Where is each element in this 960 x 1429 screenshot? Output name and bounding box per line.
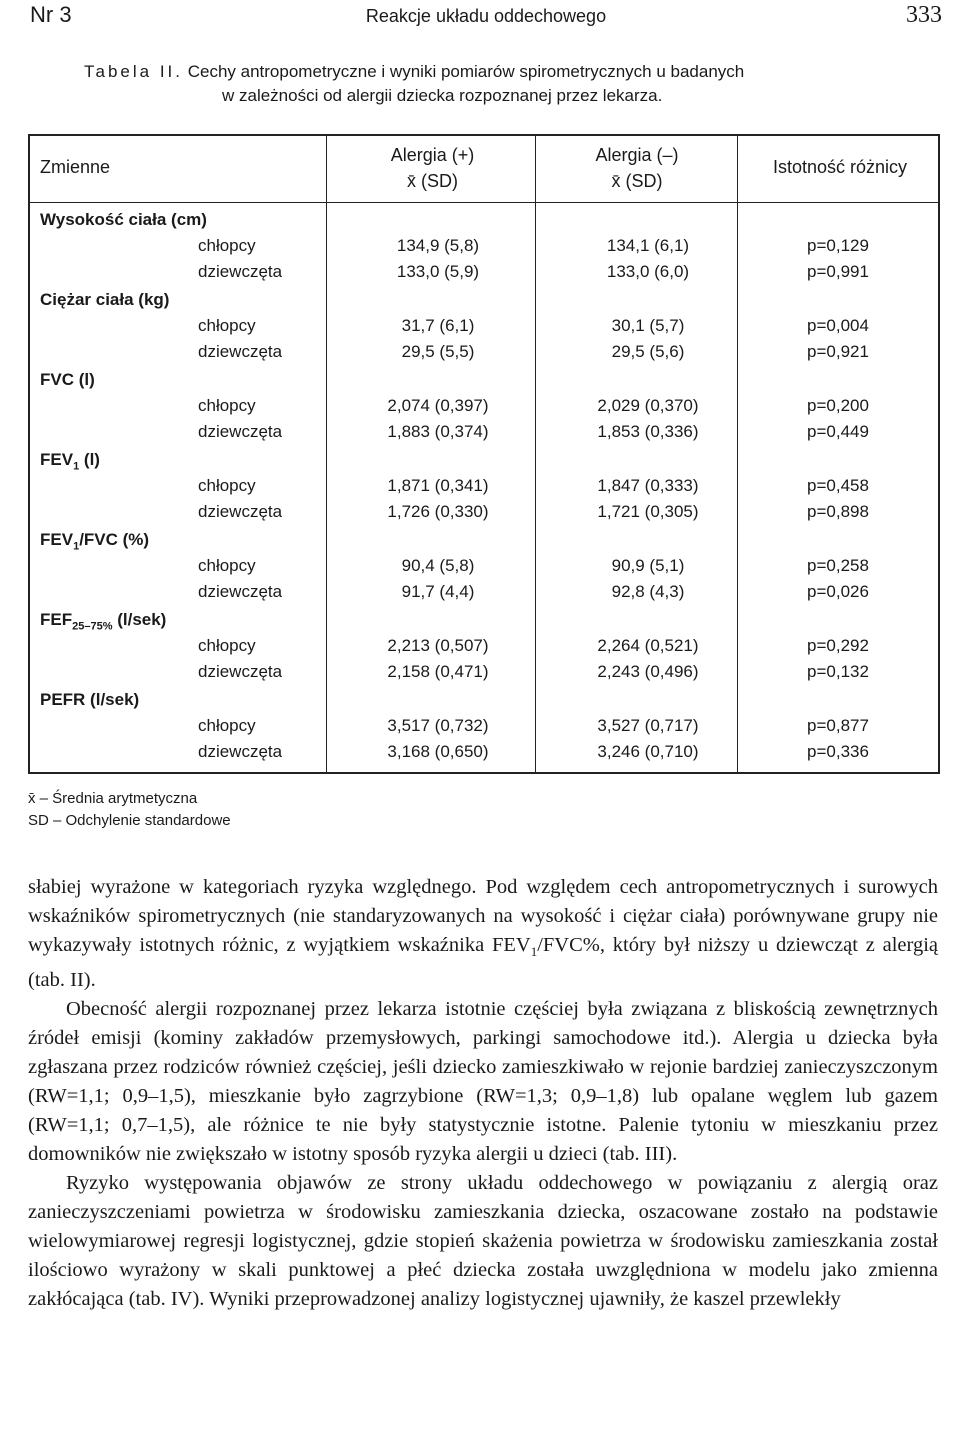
subgroup-label: dziewczęta <box>198 502 283 521</box>
p-value: p=0,200 <box>807 396 869 415</box>
header-variables: Zmienne <box>40 157 111 177</box>
variable-group-label: FVC (l) <box>40 370 95 389</box>
allergy-positive-value: 2,213 (0,507) <box>387 636 489 655</box>
p-value: p=0,132 <box>807 662 869 681</box>
paragraph-1-part-1: słabiej wyrażone w kategoriach ryzyka względnego. Pod względem cech antropometrycznych i surowych wskaźników spirometrycznych (nie standaryzowanych na wysokość i ciężar ciała) porównywane grupy nie wykazywały istotnych różnic, z wyjątkiem wskaźnika FEV <box>28 876 938 956</box>
allergy-positive-value: 29,5 (5,5) <box>401 342 475 361</box>
column-divider <box>737 136 738 772</box>
column-divider <box>535 136 536 772</box>
variable-group-label: Wysokość ciała (cm) <box>40 210 207 229</box>
header-significance: Istotność różnicy <box>772 157 908 177</box>
allergy-negative-value: 1,853 (0,336) <box>597 422 699 441</box>
table-notes <box>28 788 231 832</box>
column-divider <box>326 136 327 772</box>
journal-number: Nr 3 <box>30 2 72 27</box>
variable-group-label: Ciężar ciała (kg) <box>40 290 170 309</box>
data-table <box>28 134 940 774</box>
subgroup-label: dziewczęta <box>198 422 283 441</box>
header-allergy-negative <box>538 142 736 194</box>
header-allergy-positive <box>330 142 535 194</box>
allergy-positive-value: 133,0 (5,9) <box>396 262 480 281</box>
allergy-positive-value: 1,883 (0,374) <box>387 422 489 441</box>
p-value: p=0,449 <box>807 422 869 441</box>
p-value: p=0,877 <box>807 716 869 735</box>
allergy-negative-value: 92,8 (4,3) <box>611 582 685 601</box>
header-allergy-positive-stat: x̄ (SD) <box>407 171 458 191</box>
subgroup-label: chłopcy <box>198 236 256 255</box>
variable-label-main: FEV <box>40 530 74 549</box>
variable-group-label: PEFR (l/sek) <box>40 690 140 709</box>
variable-group-label <box>40 610 166 632</box>
paragraph-3: Ryzyko występowania objawów ze strony układu oddechowego w powiązaniu z alergią oraz zanieczyszczeniami powietrza w środowisku zamieszkania dziecka, oszacowane zostało na podstawie wielowymiarowej regresji logistycznej, gdzie stopień skażenia powietrza w środowisku zamieszkania został ilościowo wyrażony w skali punktowej a płeć dziecka została uwzględniona w modelu jako zmienna zakłócająca (tab. IV). Wyniki przeprowadzonej analizy logistycznej ujawniły, że kaszel przewlekły <box>28 1172 938 1311</box>
variable-label-subscript: 1 <box>73 540 80 553</box>
variable-label-subscript: 25–75% <box>72 620 113 633</box>
allergy-positive-value: 31,7 (6,1) <box>401 316 475 335</box>
page-number: 333 <box>906 2 942 28</box>
allergy-positive-value: 134,9 (5,8) <box>396 236 480 255</box>
note-sd: SD – Odchylenie standardowe <box>28 812 231 829</box>
caption-line-1: Cechy antropometryczne i wyniki pomiarów spirometrycznych u badanych <box>187 62 745 81</box>
header-allergy-positive-label: Alergia (+) <box>390 145 475 165</box>
allergy-positive-value: 1,871 (0,341) <box>387 476 489 495</box>
p-value: p=0,458 <box>807 476 869 495</box>
subgroup-label: chłopcy <box>198 396 256 415</box>
paragraph-1-part-2: /FVC%, który był niższy u dziewcząt z alergią (tab. II). <box>28 934 938 992</box>
note-mean: x̄ – Średnia arytmetyczna <box>28 790 198 807</box>
allergy-negative-value: 29,5 (5,6) <box>611 342 685 361</box>
allergy-positive-value: 91,7 (4,4) <box>401 582 475 601</box>
allergy-positive-value: 1,726 (0,330) <box>387 502 489 521</box>
variable-label-subscript: 1 <box>73 460 80 473</box>
allergy-negative-value: 2,029 (0,370) <box>597 396 699 415</box>
subgroup-label: dziewczęta <box>198 342 283 361</box>
body-text <box>28 873 938 1314</box>
subgroup-label: dziewczęta <box>198 262 283 281</box>
p-value: p=0,921 <box>807 342 869 361</box>
allergy-negative-value: 2,243 (0,496) <box>597 662 699 681</box>
subgroup-label: dziewczęta <box>198 662 283 681</box>
subgroup-label: chłopcy <box>198 476 256 495</box>
variable-label-rest: /FVC (%) <box>79 530 150 549</box>
p-value: p=0,991 <box>807 262 869 281</box>
variable-label-rest: (l/sek) <box>112 610 167 629</box>
allergy-negative-value: 1,721 (0,305) <box>597 502 699 521</box>
allergy-negative-value: 134,1 (6,1) <box>606 236 690 255</box>
table-caption <box>84 60 744 108</box>
variable-label-main: FEV <box>40 450 74 469</box>
allergy-positive-value: 3,168 (0,650) <box>387 742 489 761</box>
p-value: p=0,129 <box>807 236 869 255</box>
allergy-negative-value: 30,1 (5,7) <box>611 316 685 335</box>
p-value: p=0,004 <box>807 316 869 335</box>
allergy-positive-value: 90,4 (5,8) <box>401 556 475 575</box>
p-value: p=0,898 <box>807 502 869 521</box>
allergy-negative-value: 2,264 (0,521) <box>597 636 699 655</box>
subgroup-label: chłopcy <box>198 636 256 655</box>
subgroup-label: dziewczęta <box>198 582 283 601</box>
variable-group-label <box>40 450 100 472</box>
running-title: Reakcje układu oddechowego <box>365 6 607 26</box>
p-value: p=0,258 <box>807 556 869 575</box>
allergy-negative-value: 133,0 (6,0) <box>606 262 690 281</box>
subgroup-label: chłopcy <box>198 316 256 335</box>
allergy-negative-value: 3,246 (0,710) <box>597 742 699 761</box>
header-allergy-negative-stat: x̄ (SD) <box>611 171 663 191</box>
header-divider <box>30 202 938 203</box>
subgroup-label: dziewczęta <box>198 742 283 761</box>
allergy-positive-value: 2,158 (0,471) <box>387 662 489 681</box>
p-value: p=0,026 <box>807 582 869 601</box>
variable-group-label <box>40 530 149 552</box>
allergy-negative-value: 3,527 (0,717) <box>597 716 699 735</box>
subgroup-label: chłopcy <box>198 716 256 735</box>
allergy-positive-value: 2,074 (0,397) <box>387 396 489 415</box>
p-value: p=0,292 <box>807 636 869 655</box>
running-head <box>30 2 942 32</box>
allergy-positive-value: 3,517 (0,732) <box>387 716 489 735</box>
variable-label-main: FEF <box>40 610 73 629</box>
paragraph-1-subscript: 1 <box>530 944 538 960</box>
subgroup-label: chłopcy <box>198 556 256 575</box>
caption-line-2: w zależności od alergii dziecka rozpoznanej przez lekarza. <box>222 86 663 105</box>
paragraph-2: Obecność alergii rozpoznanej przez lekarza istotnie częściej była związana z bliskością zewnętrznych źródeł emisji (kominy zakładów przemysłowych, parkingi samochodowe itd.). Alergia u dziecka była zgłaszana przez rodziców również częściej, jeśli dziecko zamieszkiwało w rejonie bardziej zanieczyszczonym (RW=1,1; 0,9–1,5), mieszkanie było zagrzybione (RW=1,3; 0,9–1,8) lub opalane węglem lub gazem (RW=1,1; 0,7–1,5), ale różnice te nie były statystycznie istotne. Palenie tytoniu w mieszkaniu przez domowników nie zwiększało w istotny sposób ryzyka alergii u dzieci (tab. III). <box>28 998 938 1166</box>
caption-label: Tabela II. <box>84 62 183 81</box>
allergy-negative-value: 1,847 (0,333) <box>597 476 699 495</box>
header-allergy-negative-label: Alergia (–) <box>595 145 679 165</box>
p-value: p=0,336 <box>807 742 869 761</box>
variable-label-rest: (l) <box>79 450 100 469</box>
paragraph-1 <box>28 873 938 995</box>
allergy-negative-value: 90,9 (5,1) <box>611 556 685 575</box>
